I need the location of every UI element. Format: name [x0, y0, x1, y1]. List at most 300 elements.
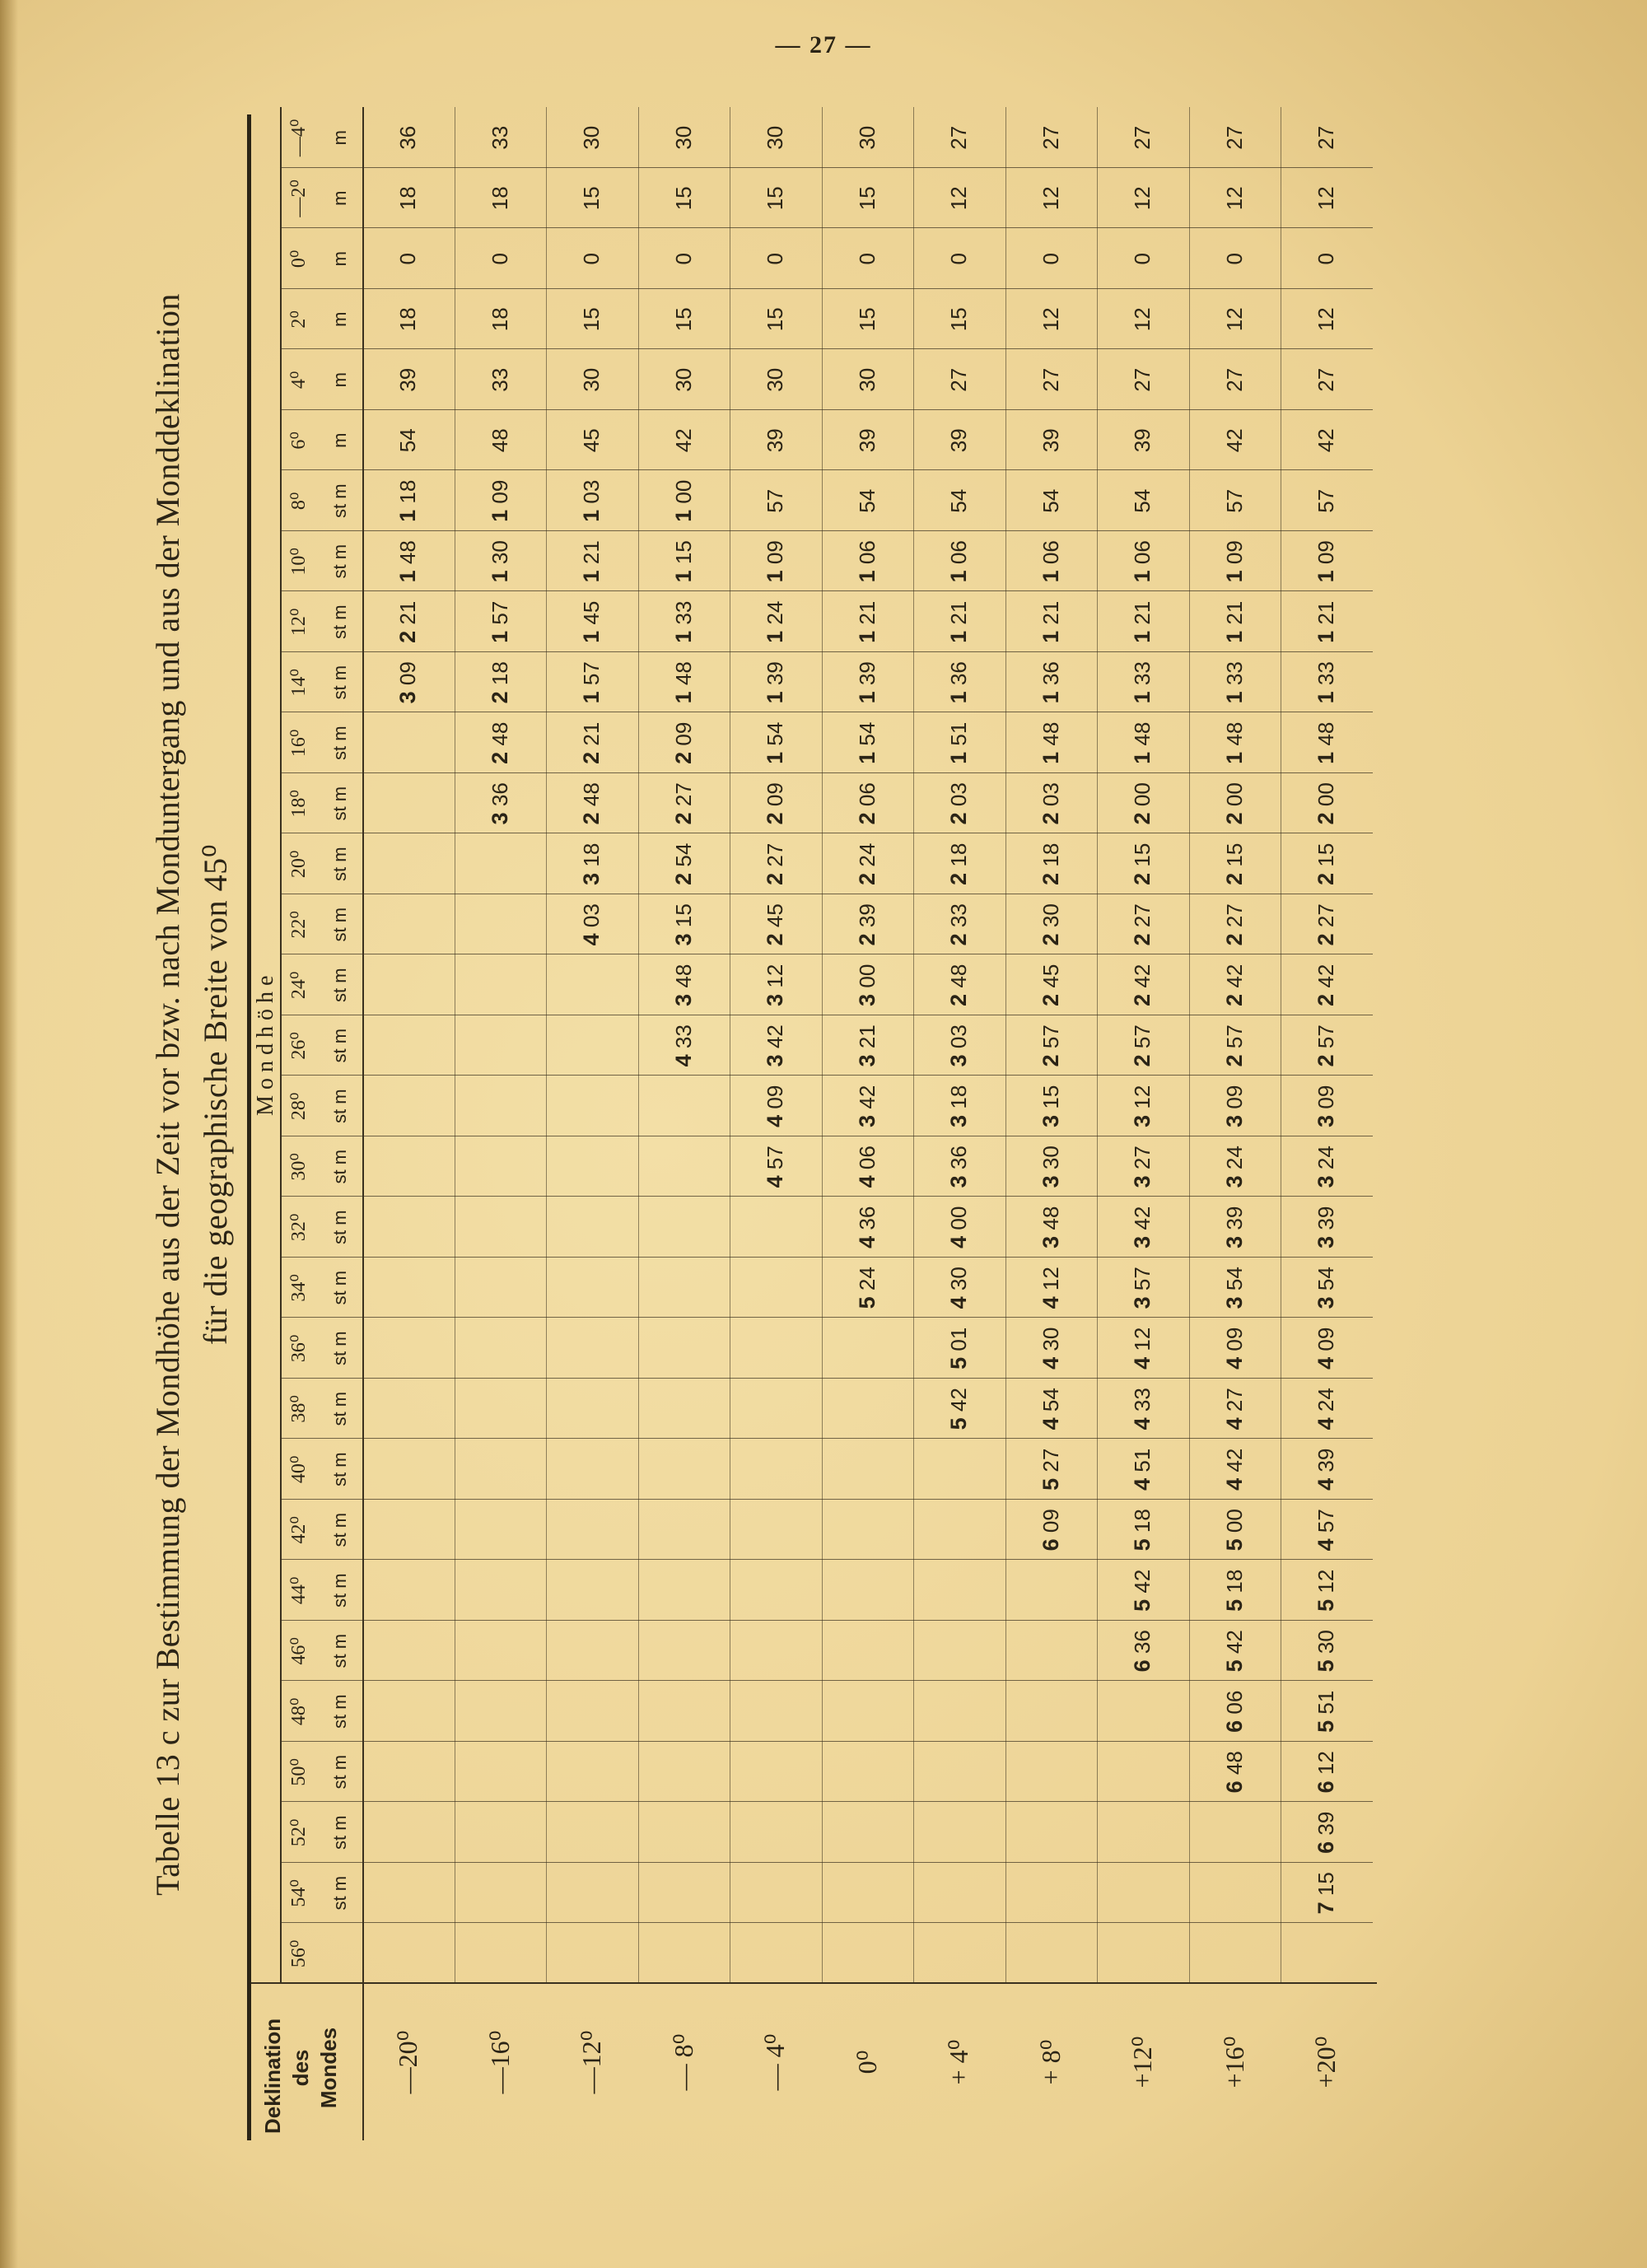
cell-minutes: 15 [579, 307, 604, 332]
cell-minutes: 48 [1313, 721, 1338, 746]
cell-hours: 4 [1038, 1296, 1063, 1309]
cell-minutes: 18 [395, 186, 420, 211]
table-cell [1281, 1561, 1373, 1622]
cell-minutes: 48 [487, 428, 512, 453]
cell-hours: 4 [670, 1054, 696, 1067]
cell-minutes: 33 [487, 125, 512, 150]
table-cell [730, 108, 822, 169]
table-cell [546, 531, 638, 592]
table-cell [1189, 108, 1281, 169]
table-cell [822, 713, 914, 774]
cell-hours: 6 [1130, 1659, 1155, 1673]
table-cell [1281, 834, 1373, 895]
table-cell [1097, 108, 1189, 169]
cell-minutes: 33 [670, 600, 696, 625]
table-cell [913, 531, 1005, 592]
cell-hours: 3 [763, 1054, 787, 1067]
table-cell [455, 229, 547, 290]
table-cell [913, 108, 1005, 169]
cell-hours: 1 [487, 630, 512, 643]
table-cell [913, 773, 1005, 834]
cell-hours: 1 [395, 570, 420, 583]
table-cell [1005, 471, 1098, 532]
table-cell [1281, 1621, 1373, 1682]
table-cell [1281, 1682, 1373, 1743]
table-cell [1189, 1440, 1281, 1500]
table-cell [1189, 1136, 1281, 1197]
column-divider-line [280, 1923, 1373, 1924]
column-unit-label: st m [329, 1573, 350, 1608]
column-header-altitude: 30⁰ [288, 1152, 310, 1181]
cell-minutes: 06 [854, 1146, 879, 1170]
cell-hours: 2 [1221, 993, 1247, 1006]
cell-minutes: 27 [1221, 367, 1247, 392]
cell-minutes: 54 [946, 488, 971, 513]
column-header-altitude: 26⁰ [288, 1031, 310, 1060]
cell-minutes: 30 [579, 367, 604, 392]
table-cell [1281, 1863, 1373, 1924]
cell-hours: 5 [1313, 1659, 1338, 1673]
cell-minutes: 54 [1313, 1267, 1338, 1291]
table-cell [822, 108, 914, 169]
cell-minutes: 30 [1038, 903, 1063, 928]
table-cell [1189, 1621, 1281, 1682]
cell-hours: 2 [1038, 933, 1063, 946]
table-cell [362, 168, 455, 229]
cell-minutes: 09 [395, 661, 420, 686]
table-cell [730, 410, 822, 471]
cell-hours: 3 [1313, 1235, 1338, 1248]
table-cell [1097, 1318, 1189, 1379]
table-cell [1097, 592, 1189, 653]
column-unit-label: st m [329, 665, 350, 700]
cell-minutes: 54 [395, 428, 420, 453]
table-cell [822, 652, 914, 713]
cell-minutes: 27 [1313, 125, 1338, 150]
cell-minutes: 0 [395, 253, 420, 265]
cell-hours: 6 [1313, 1780, 1338, 1794]
table-cell [455, 289, 547, 350]
cell-minutes: 48 [1038, 1206, 1063, 1230]
stub-header [259, 2002, 341, 2134]
table-cell [1281, 471, 1373, 532]
cell-minutes: 21 [1130, 600, 1155, 625]
cell-hours: 4 [1130, 1356, 1155, 1370]
mondhoehe-group-header: M o n d h ö h e [253, 975, 278, 1116]
cell-hours: 3 [579, 872, 604, 885]
cell-hours: 2 [1130, 933, 1155, 946]
cell-hours: 2 [946, 872, 971, 885]
cell-minutes: 00 [946, 1206, 971, 1230]
table-cell [1189, 592, 1281, 653]
cell-hours: 1 [1221, 630, 1247, 643]
cell-hours: 1 [946, 630, 971, 643]
cell-hours: 7 [1313, 1902, 1338, 1915]
table-cell [1097, 229, 1189, 290]
cell-minutes: 15 [1130, 842, 1155, 867]
title-line-2: für die geographische Breite von 45⁰ [197, 843, 234, 1346]
column-header-altitude: 20⁰ [288, 850, 310, 879]
cell-minutes: 27 [1313, 367, 1338, 392]
cell-minutes: 24 [854, 1267, 879, 1291]
table-cell [1097, 713, 1189, 774]
cell-hours: 6 [1038, 1538, 1063, 1552]
cell-hours: 2 [763, 812, 787, 825]
table-cell [1097, 289, 1189, 350]
column-header-altitude: 46⁰ [288, 1636, 310, 1665]
cell-hours: 2 [1130, 993, 1155, 1006]
table-cell [1097, 471, 1189, 532]
cell-hours: 3 [1313, 1175, 1338, 1188]
cell-minutes: 57 [487, 600, 512, 625]
table-cell [638, 531, 730, 592]
cell-minutes: 57 [1313, 488, 1338, 513]
table-cell [730, 834, 822, 895]
table-cell [1097, 1136, 1189, 1197]
column-header-altitude: 44⁰ [288, 1576, 310, 1605]
table-cell [1189, 1015, 1281, 1076]
cell-minutes: 24 [854, 842, 879, 867]
table-cell [913, 289, 1005, 350]
cell-minutes: 42 [1313, 428, 1338, 453]
table-cell [822, 229, 914, 290]
cell-hours: 2 [1038, 812, 1063, 825]
cell-hours: 3 [763, 993, 787, 1006]
cell-minutes: 48 [1221, 1751, 1247, 1776]
table-cell [362, 652, 455, 713]
cell-hours: 1 [854, 691, 879, 704]
cell-hours: 4 [1130, 1477, 1155, 1491]
table-cell [1097, 1561, 1189, 1622]
table-cell [1281, 652, 1373, 713]
cell-hours: 3 [1313, 1296, 1338, 1309]
table-cell [546, 652, 638, 713]
table-cell [1189, 773, 1281, 834]
cell-minutes: 48 [670, 661, 696, 686]
title-line-1: Tabelle 13 c zur Bestimmung der Mondhöhe aus der Zeit vor bzw. nach Monduntergang und aus der Monddeklination [149, 293, 186, 1896]
column-header-altitude: 22⁰ [288, 910, 310, 939]
column-header-altitude: 8⁰ [288, 492, 310, 511]
cell-minutes: 18 [487, 186, 512, 211]
table-cell [1005, 1197, 1098, 1258]
cell-minutes: 09 [1313, 540, 1338, 565]
table-cell [1005, 955, 1098, 1016]
cell-minutes: 27 [946, 125, 971, 150]
cell-hours: 2 [670, 872, 696, 885]
cell-minutes: 48 [579, 782, 604, 807]
declination-label: —12⁰ [576, 2030, 606, 2094]
cell-hours: 3 [854, 1114, 879, 1127]
cell-minutes: 0 [487, 253, 512, 265]
cell-hours: 3 [854, 1054, 879, 1067]
cell-hours: 1 [670, 630, 696, 643]
table-cell [1189, 1682, 1281, 1743]
cell-minutes: 27 [1221, 125, 1247, 150]
cell-minutes: 42 [1221, 1448, 1247, 1472]
cell-hours: 4 [1313, 1477, 1338, 1491]
table-cell [1097, 1197, 1189, 1258]
table-cell [1281, 1076, 1373, 1137]
cell-minutes: 27 [1313, 903, 1338, 928]
table-cell [822, 1015, 914, 1076]
cell-minutes: 27 [1221, 903, 1247, 928]
cell-minutes: 27 [1130, 1146, 1155, 1170]
cell-minutes: 15 [670, 903, 696, 928]
table-cell [638, 471, 730, 532]
table-cell [1281, 773, 1373, 834]
cell-hours: 4 [946, 1235, 971, 1248]
table-cell [1005, 1015, 1098, 1076]
cell-hours: 5 [946, 1417, 971, 1430]
cell-hours: 3 [854, 993, 879, 1006]
cell-hours: 2 [854, 812, 879, 825]
cell-minutes: 12 [1313, 1569, 1338, 1594]
column-header-altitude: 0⁰ [288, 250, 310, 268]
column-unit-label: st m [329, 1210, 350, 1245]
cell-minutes: 30 [946, 1267, 971, 1291]
cell-minutes: 48 [395, 540, 420, 565]
cell-minutes: 42 [1221, 1630, 1247, 1654]
table-cell [455, 592, 547, 653]
cell-hours: 1 [670, 509, 696, 522]
table-cell [1281, 168, 1373, 229]
column-header-altitude: 28⁰ [288, 1092, 310, 1121]
cell-minutes: 33 [1130, 661, 1155, 686]
cell-hours: 4 [1038, 1356, 1063, 1370]
cell-hours: 2 [854, 933, 879, 946]
cell-minutes: 39 [763, 661, 787, 686]
cell-hours: 5 [1221, 1598, 1247, 1612]
cell-minutes: 03 [946, 1024, 971, 1049]
table-cell [913, 1318, 1005, 1379]
cell-minutes: 42 [1221, 428, 1247, 453]
cell-minutes: 12 [1038, 186, 1063, 211]
cell-minutes: 33 [1130, 1388, 1155, 1412]
cell-hours: 1 [854, 751, 879, 764]
column-unit-label: st m [329, 604, 350, 640]
table-cell [822, 1076, 914, 1137]
cell-hours: 1 [670, 570, 696, 583]
declination-label: +20⁰ [1311, 2036, 1341, 2088]
column-header-altitude: 4⁰ [288, 371, 310, 390]
table-cell [1005, 108, 1098, 169]
table-cell [730, 773, 822, 834]
cell-minutes: 39 [1313, 1811, 1338, 1836]
cell-hours: 2 [1313, 993, 1338, 1006]
cell-minutes: 54 [1221, 1267, 1247, 1291]
cell-hours: 3 [1130, 1175, 1155, 1188]
cell-hours: 3 [1130, 1235, 1155, 1248]
cell-hours: 1 [854, 570, 879, 583]
cell-minutes: 39 [395, 367, 420, 392]
cell-minutes: 57 [1038, 1024, 1063, 1049]
table-cell [822, 592, 914, 653]
cell-minutes: 39 [1130, 428, 1155, 453]
cell-minutes: 57 [1130, 1024, 1155, 1049]
table-cell [638, 834, 730, 895]
cell-minutes: 09 [763, 782, 787, 807]
cell-minutes: 39 [1038, 428, 1063, 453]
cell-minutes: 27 [1130, 903, 1155, 928]
cell-minutes: 09 [1221, 540, 1247, 565]
cell-hours: 3 [946, 1175, 971, 1188]
table-cell [638, 229, 730, 290]
cell-hours: 2 [1221, 872, 1247, 885]
table-cell [730, 229, 822, 290]
table-cell [638, 350, 730, 411]
cell-minutes: 42 [670, 428, 696, 453]
cell-hours: 2 [1221, 812, 1247, 825]
table-cell [730, 289, 822, 350]
column-unit-label: m [329, 190, 350, 206]
table-cell [1097, 652, 1189, 713]
column-unit-label: st m [329, 483, 350, 519]
table-cell [913, 1379, 1005, 1440]
cell-minutes: 09 [670, 721, 696, 746]
cell-minutes: 33 [946, 903, 971, 928]
table-cell [730, 168, 822, 229]
column-header-altitude: 18⁰ [288, 789, 310, 818]
column-header-altitude: 12⁰ [288, 608, 310, 637]
table-cell [1097, 531, 1189, 592]
cell-hours: 3 [1038, 1114, 1063, 1127]
cell-hours: 3 [1221, 1296, 1247, 1309]
cell-minutes: 57 [763, 1146, 787, 1170]
column-header-altitude: 6⁰ [288, 431, 310, 450]
table-cell [730, 713, 822, 774]
table-cell [822, 955, 914, 1016]
cell-hours: 3 [670, 933, 696, 946]
table-cell [1281, 955, 1373, 1016]
cell-minutes: 12 [946, 186, 971, 211]
cell-minutes: 18 [1221, 1569, 1247, 1594]
cell-minutes: 0 [854, 253, 879, 265]
table-cell [1005, 773, 1098, 834]
cell-minutes: 30 [670, 125, 696, 150]
cell-hours: 1 [763, 630, 787, 643]
cell-minutes: 09 [1038, 1509, 1063, 1533]
cell-hours: 1 [946, 691, 971, 704]
cell-minutes: 0 [1313, 253, 1338, 265]
table-cell [1281, 894, 1373, 955]
table-cell [913, 471, 1005, 532]
cell-hours: 4 [579, 933, 604, 946]
table-cell [362, 471, 455, 532]
table-cell [546, 773, 638, 834]
cell-minutes: 09 [1221, 1327, 1247, 1351]
cell-minutes: 48 [946, 964, 971, 988]
column-unit-label: st m [329, 786, 350, 821]
cell-minutes: 15 [670, 307, 696, 332]
cell-minutes: 12 [1313, 307, 1338, 332]
column-unit-label: st m [329, 1633, 350, 1668]
cell-minutes: 0 [1038, 253, 1063, 265]
cell-minutes: 00 [1313, 782, 1338, 807]
table-cell [1097, 1500, 1189, 1561]
cell-minutes: 21 [395, 600, 420, 625]
cell-hours: 2 [579, 812, 604, 825]
table-cell [822, 1136, 914, 1197]
cell-hours: 1 [763, 751, 787, 764]
table-cell [1189, 410, 1281, 471]
cell-minutes: 06 [1130, 540, 1155, 565]
table-cell [1281, 592, 1373, 653]
table-cell [638, 592, 730, 653]
cell-minutes: 12 [1313, 1751, 1338, 1776]
table-cell [455, 350, 547, 411]
table-cell [638, 713, 730, 774]
cell-minutes: 27 [946, 367, 971, 392]
table-cell [913, 168, 1005, 229]
column-header-altitude: —4⁰ [288, 119, 310, 157]
cell-minutes: 30 [763, 125, 787, 150]
cell-minutes: 0 [1221, 253, 1247, 265]
cell-hours: 5 [1313, 1720, 1338, 1733]
cell-hours: 1 [946, 570, 971, 583]
column-header-altitude: 24⁰ [288, 971, 310, 1000]
cell-minutes: 57 [1221, 1024, 1247, 1049]
table-cell [1005, 592, 1098, 653]
cell-minutes: 30 [579, 125, 604, 150]
cell-minutes: 36 [854, 1206, 879, 1230]
cell-minutes: 21 [579, 540, 604, 565]
cell-minutes: 15 [1313, 1872, 1338, 1897]
cell-minutes: 54 [763, 721, 787, 746]
stub-header-line: des [288, 2049, 313, 2087]
cell-minutes: 33 [487, 367, 512, 392]
cell-hours: 1 [1313, 751, 1338, 764]
column-header-altitude: 52⁰ [288, 1818, 310, 1847]
cell-hours: 1 [487, 509, 512, 522]
cell-minutes: 12 [1130, 1085, 1155, 1109]
table-cell [1189, 1500, 1281, 1561]
table-cell [455, 713, 547, 774]
table-cell [1005, 531, 1098, 592]
table-cell [1189, 289, 1281, 350]
table-cell [1097, 1258, 1189, 1318]
cell-hours: 1 [1130, 570, 1155, 583]
cell-hours: 2 [395, 630, 420, 643]
table-cell [1005, 713, 1098, 774]
cell-hours: 2 [854, 872, 879, 885]
cell-minutes: 39 [763, 428, 787, 453]
cell-minutes: 00 [854, 964, 879, 988]
cell-hours: 1 [579, 630, 604, 643]
cell-minutes: 09 [1313, 1085, 1338, 1109]
table-cell [822, 289, 914, 350]
cell-minutes: 12 [1130, 307, 1155, 332]
cell-minutes: 12 [763, 964, 787, 988]
column-unit-label: m [329, 251, 350, 267]
cell-minutes: 09 [763, 540, 787, 565]
table-cell [1281, 1318, 1373, 1379]
cell-hours: 1 [1038, 691, 1063, 704]
cell-minutes: 33 [1221, 661, 1247, 686]
cell-minutes: 0 [946, 253, 971, 265]
cell-minutes: 27 [1221, 1388, 1247, 1412]
table-cell [1189, 1197, 1281, 1258]
column-header-altitude: —2⁰ [288, 179, 310, 217]
cell-hours: 1 [395, 509, 420, 522]
table-cell [1005, 229, 1098, 290]
table-cell [1189, 955, 1281, 1016]
table-cell [546, 834, 638, 895]
cell-minutes: 30 [854, 125, 879, 150]
cell-minutes: 51 [946, 721, 971, 746]
cell-minutes: 0 [579, 253, 604, 265]
table-cell [1097, 773, 1189, 834]
cell-hours: 2 [1130, 872, 1155, 885]
